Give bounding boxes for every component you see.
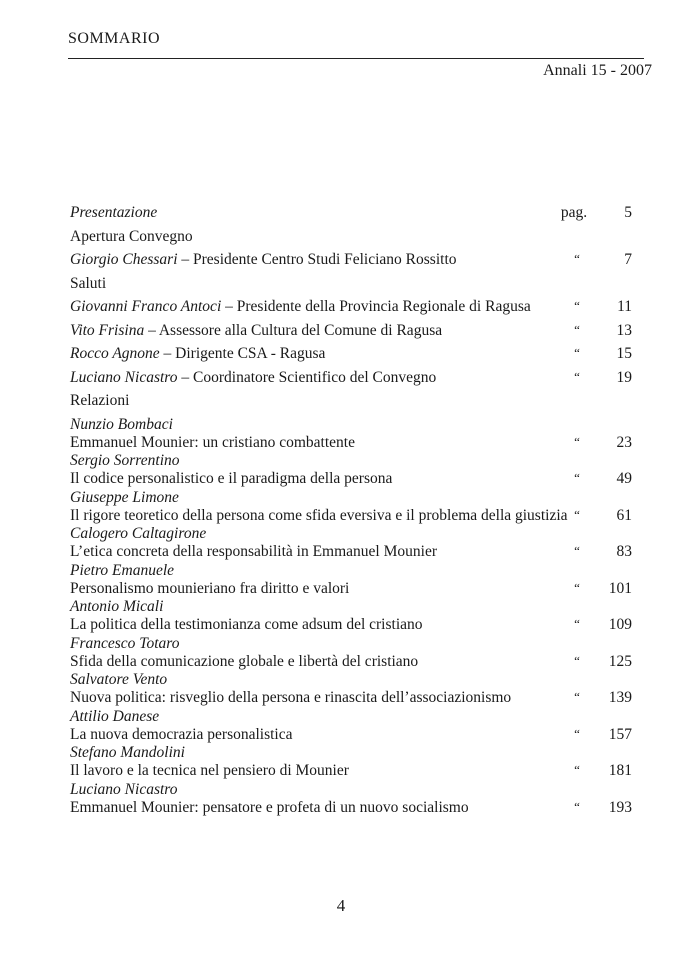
relazione-author-row — [70, 416, 640, 434]
page-number: 5 — [624, 204, 632, 221]
relazione-title-row — [70, 762, 640, 781]
relazione-author-row — [70, 452, 640, 470]
relazione-author-row — [70, 598, 640, 616]
entry-author: Nunzio Bombaci — [70, 415, 173, 433]
ditto-mark: “ — [574, 725, 580, 741]
entry-role: – Dirigente CSA - Ragusa — [159, 345, 326, 362]
page-number: 125 — [608, 652, 632, 670]
page-number: 11 — [617, 298, 632, 315]
page-number-footer: 4 — [336, 896, 346, 915]
entry-author: Giorgio Chessari — [70, 251, 178, 268]
entry-author: Giuseppe Limone — [70, 488, 179, 506]
section-heading-saluti — [70, 275, 640, 299]
page-number: 139 — [608, 689, 632, 706]
entry-author: Pietro Emanuele — [70, 561, 175, 579]
section-heading-relazioni — [70, 392, 640, 416]
section-heading-label: Saluti — [70, 274, 107, 292]
ditto-mark: “ — [574, 616, 580, 631]
ditto-mark: “ — [574, 543, 580, 558]
relazione-title-row — [70, 689, 640, 708]
relazione-title-row — [70, 434, 640, 453]
entry-role: – Assessore alla Cultura del Comune di Ragusa — [144, 321, 443, 339]
relazione-title-row — [70, 799, 640, 818]
toc-entry — [70, 322, 640, 346]
ditto-mark: “ — [574, 368, 580, 384]
entry-role: – Presidente della Provincia Regionale di Ragusa — [221, 298, 531, 315]
relazione-author-row — [70, 708, 640, 726]
entry-title: Nuova politica: risveglio della persona e rinascita dell’associazionismo — [70, 689, 512, 706]
entry-author: Antonio Micali — [70, 598, 164, 615]
entry-title: Emmanuel Mounier: un cristiano combattente — [70, 433, 355, 451]
header-title: SOMMARIO — [68, 30, 161, 47]
toc-entry — [70, 369, 640, 393]
relazione-author-row — [70, 671, 640, 689]
relazione-title-row — [70, 726, 640, 745]
section-heading-label: Apertura Convegno — [70, 227, 193, 245]
ditto-mark: “ — [574, 345, 580, 360]
page-number: 157 — [608, 725, 632, 743]
page-number: 193 — [608, 798, 632, 816]
page-number: 101 — [608, 579, 632, 597]
entry-author: Attilio Danese — [70, 707, 160, 725]
entry-title: Presentazione — [70, 204, 158, 221]
page-marker: pag. — [560, 204, 588, 221]
entry-author: Giovanni Franco Antoci — [70, 298, 222, 315]
page-number: 109 — [608, 616, 632, 633]
entry-role: – Coordinatore Scientifico del Convegno — [177, 368, 437, 386]
page-number: 13 — [616, 321, 632, 339]
toc-entry — [70, 345, 640, 369]
page-number: 83 — [616, 543, 632, 560]
relazione-author-row — [70, 562, 640, 580]
ditto-mark: “ — [574, 652, 580, 668]
header-subtitle: Annali 15 - 2007 — [543, 62, 652, 79]
ditto-mark: “ — [574, 689, 580, 704]
ditto-mark: “ — [574, 251, 580, 266]
ditto-mark: “ — [574, 433, 580, 449]
table-of-contents — [70, 204, 640, 817]
entry-title: Emmanuel Mounier: pensatore e profeta di un nuovo socialismo — [70, 798, 469, 816]
ditto-mark: “ — [574, 506, 580, 522]
ditto-mark: “ — [574, 579, 580, 595]
relazione-title-row — [70, 507, 640, 526]
entry-title: Personalismo mounieriano fra diritto e valori — [70, 579, 350, 597]
page-number: 61 — [616, 506, 632, 524]
entry-title: Il rigore teoretico della persona come sfida eversiva e il problema della giustizia — [70, 506, 568, 524]
ditto-mark: “ — [574, 470, 580, 485]
page-number: 23 — [616, 433, 632, 451]
entry-author: Vito Frisina — [70, 321, 145, 339]
entry-title: Il codice personalistico e il paradigma della persona — [70, 470, 393, 487]
entry-author: Rocco Agnone — [70, 345, 160, 362]
page-number: 15 — [616, 345, 632, 362]
entry-title: La politica della testimonianza come adsum del cristiano — [70, 616, 423, 633]
toc-entry — [70, 251, 640, 275]
entry-author: Calogero Caltagirone — [70, 525, 207, 542]
page-number: 7 — [624, 251, 632, 268]
toc-entry-presentazione — [70, 204, 640, 228]
relazione-author-row — [70, 635, 640, 653]
entry-title: La nuova democrazia personalistica — [70, 725, 293, 743]
entry-author: Stefano Mandolini — [70, 744, 185, 761]
relazione-author-row — [70, 489, 640, 507]
header-rule — [68, 58, 644, 59]
relazione-author-row — [70, 525, 640, 543]
relazione-title-row — [70, 653, 640, 672]
entry-author: Salvatore Vento — [70, 671, 168, 688]
toc-entry — [70, 298, 640, 322]
section-heading-apertura — [70, 228, 640, 252]
entry-author: Sergio Sorrentino — [70, 452, 180, 469]
ditto-mark: “ — [574, 298, 580, 313]
section-heading-label: Relazioni — [70, 392, 130, 409]
relazione-title-row — [70, 580, 640, 599]
page-number: 19 — [616, 368, 632, 386]
relazioni-list — [70, 416, 640, 818]
relazione-title-row — [70, 543, 640, 562]
ditto-mark: “ — [574, 762, 580, 777]
entry-title: L’etica concreta della responsabilità in Emmanuel Mounier — [70, 543, 437, 560]
relazione-author-row — [70, 744, 640, 762]
relazione-title-row — [70, 470, 640, 489]
entry-role: – Presidente Centro Studi Feliciano Rossitto — [177, 251, 457, 268]
entry-author: Francesco Totaro — [70, 634, 180, 652]
entry-title: Il lavoro e la tecnica nel pensiero di Mounier — [70, 762, 349, 779]
ditto-mark: “ — [574, 321, 580, 337]
page-number: 181 — [608, 762, 632, 779]
ditto-mark: “ — [574, 798, 580, 814]
page-number: 49 — [616, 470, 632, 487]
relazione-title-row — [70, 616, 640, 635]
entry-author: Luciano Nicastro — [70, 368, 178, 386]
relazione-author-row — [70, 781, 640, 799]
entry-title: Sfida della comunicazione globale e libertà del cristiano — [70, 652, 419, 670]
entry-author: Luciano Nicastro — [70, 780, 178, 798]
